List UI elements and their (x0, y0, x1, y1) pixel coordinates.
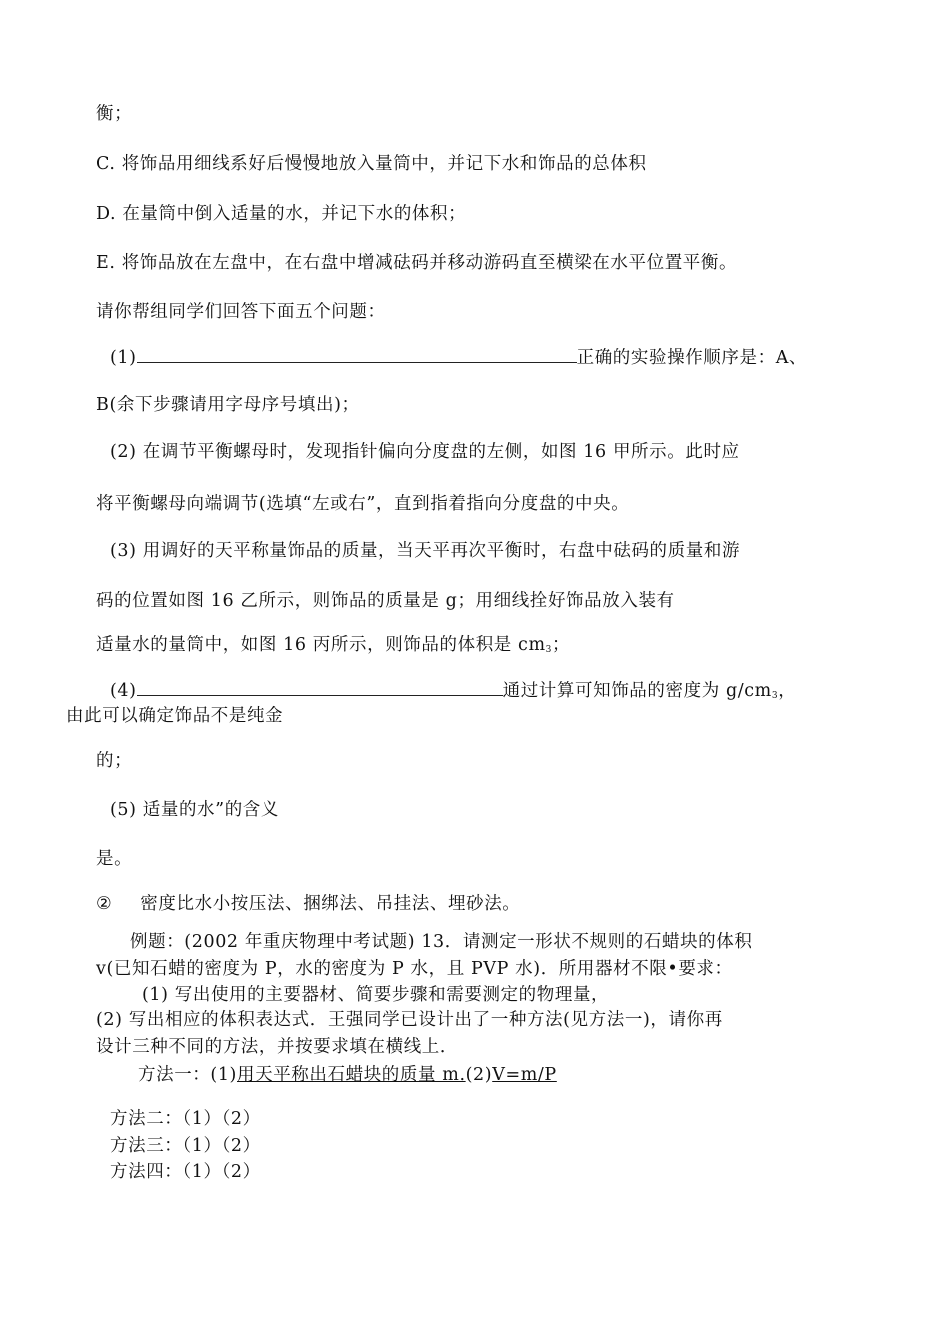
line-text: 适量水的量筒中，如图 16 丙所示，则饰品的体积是 cm (96, 635, 546, 655)
text-line: B(余下步骤请用字母序号填出)； (96, 395, 360, 415)
text-line: v(已知石蜡的密度为 P，水的密度为 P 水，且 PVP 水)．所用器材不限•要求： (96, 959, 733, 979)
method-label: 方法一：(1) (138, 1065, 237, 1085)
question-3-line: (3) 用调好的天平称量饰品的质量，当天平再次平衡时，右盘中砝码的质量和游 (110, 541, 741, 561)
question-number: (1) (110, 348, 137, 368)
step-e-line: E. 将饰品放在左盘中，在右盘中增减砝码并移动游码直至横梁在水平位置平衡。 (96, 253, 738, 273)
method-answer: 用天平称出石蜡块的质量 m. (237, 1065, 466, 1085)
text-line (96, 634, 570, 661)
step-d-line: D. 在量筒中倒入适量的水，并记下水的体积； (96, 204, 467, 224)
text-line: 是。 (96, 849, 133, 869)
method-mid: (2) (465, 1065, 493, 1085)
method-formula: V=m/P (492, 1065, 557, 1085)
example-line: 例题：(2002 年重庆物理中考试题) 13．请测定一形状不规则的石蜡块的体积 (130, 932, 753, 952)
question-text: 正确的实验操作顺序是：A、 (576, 348, 808, 368)
method-3-line: 方法三：（1）（2） (110, 1136, 261, 1156)
question-4-line (110, 679, 796, 707)
unit-subscript: 3 (771, 691, 779, 701)
text-line: 设计三种不同的方法，并按要求填在横线上． (96, 1037, 458, 1057)
heading-text: 密度比水小按压法、捆绑法、吊挂法、埋砂法。 (140, 894, 521, 914)
answer-blank (137, 346, 577, 363)
method-1-line (138, 1064, 557, 1086)
text-line: 由此可以确定饰品不是纯金 (66, 706, 284, 726)
text-line: 将平衡螺母向端调节(选填“左或右”，直到指着指向分度盘的中央。 (96, 494, 630, 514)
question-2-line: (2) 在调节平衡螺母时，发现指针偏向分度盘的左侧，如图 16 甲所示。此时应 (110, 442, 740, 462)
line-end: ， (778, 681, 797, 701)
line-end: ； (551, 635, 571, 655)
answer-blank (137, 679, 503, 696)
question-text: 通过计算可知饰品的密度为 g/cm (502, 681, 772, 701)
instruction-line: 请你帮组同学们回答下面五个问题： (96, 302, 386, 322)
method-heading (96, 893, 520, 915)
question-1-line (110, 346, 807, 369)
method-2-line: 方法二：（1）（2） (110, 1109, 261, 1129)
question-number: (4) (110, 681, 137, 701)
unit-subscript: 3 (545, 645, 552, 655)
step-c-line: C. 将饰品用细线系好后慢慢地放入量筒中，并记下水和饰品的总体积 (96, 154, 647, 174)
text-line: 码的位置如图 16 乙所示，则饰品的质量是 g；用细线拴好饰品放入装有 (96, 591, 675, 611)
circled-number: ② (96, 894, 113, 914)
requirement-1: (1) 写出使用的主要器材、简要步骤和需要测定的物理量， (142, 985, 610, 1005)
text-line: 衡； (96, 104, 133, 124)
requirement-2: (2) 写出相应的体积表达式．王强同学已设计出了一种方法(见方法一)，请你再 (96, 1010, 723, 1030)
question-5-line: (5) 适量的水”的含义 (110, 800, 279, 820)
text-line: 的； (96, 751, 133, 771)
method-4-line: 方法四：（1）（2） (110, 1162, 261, 1182)
